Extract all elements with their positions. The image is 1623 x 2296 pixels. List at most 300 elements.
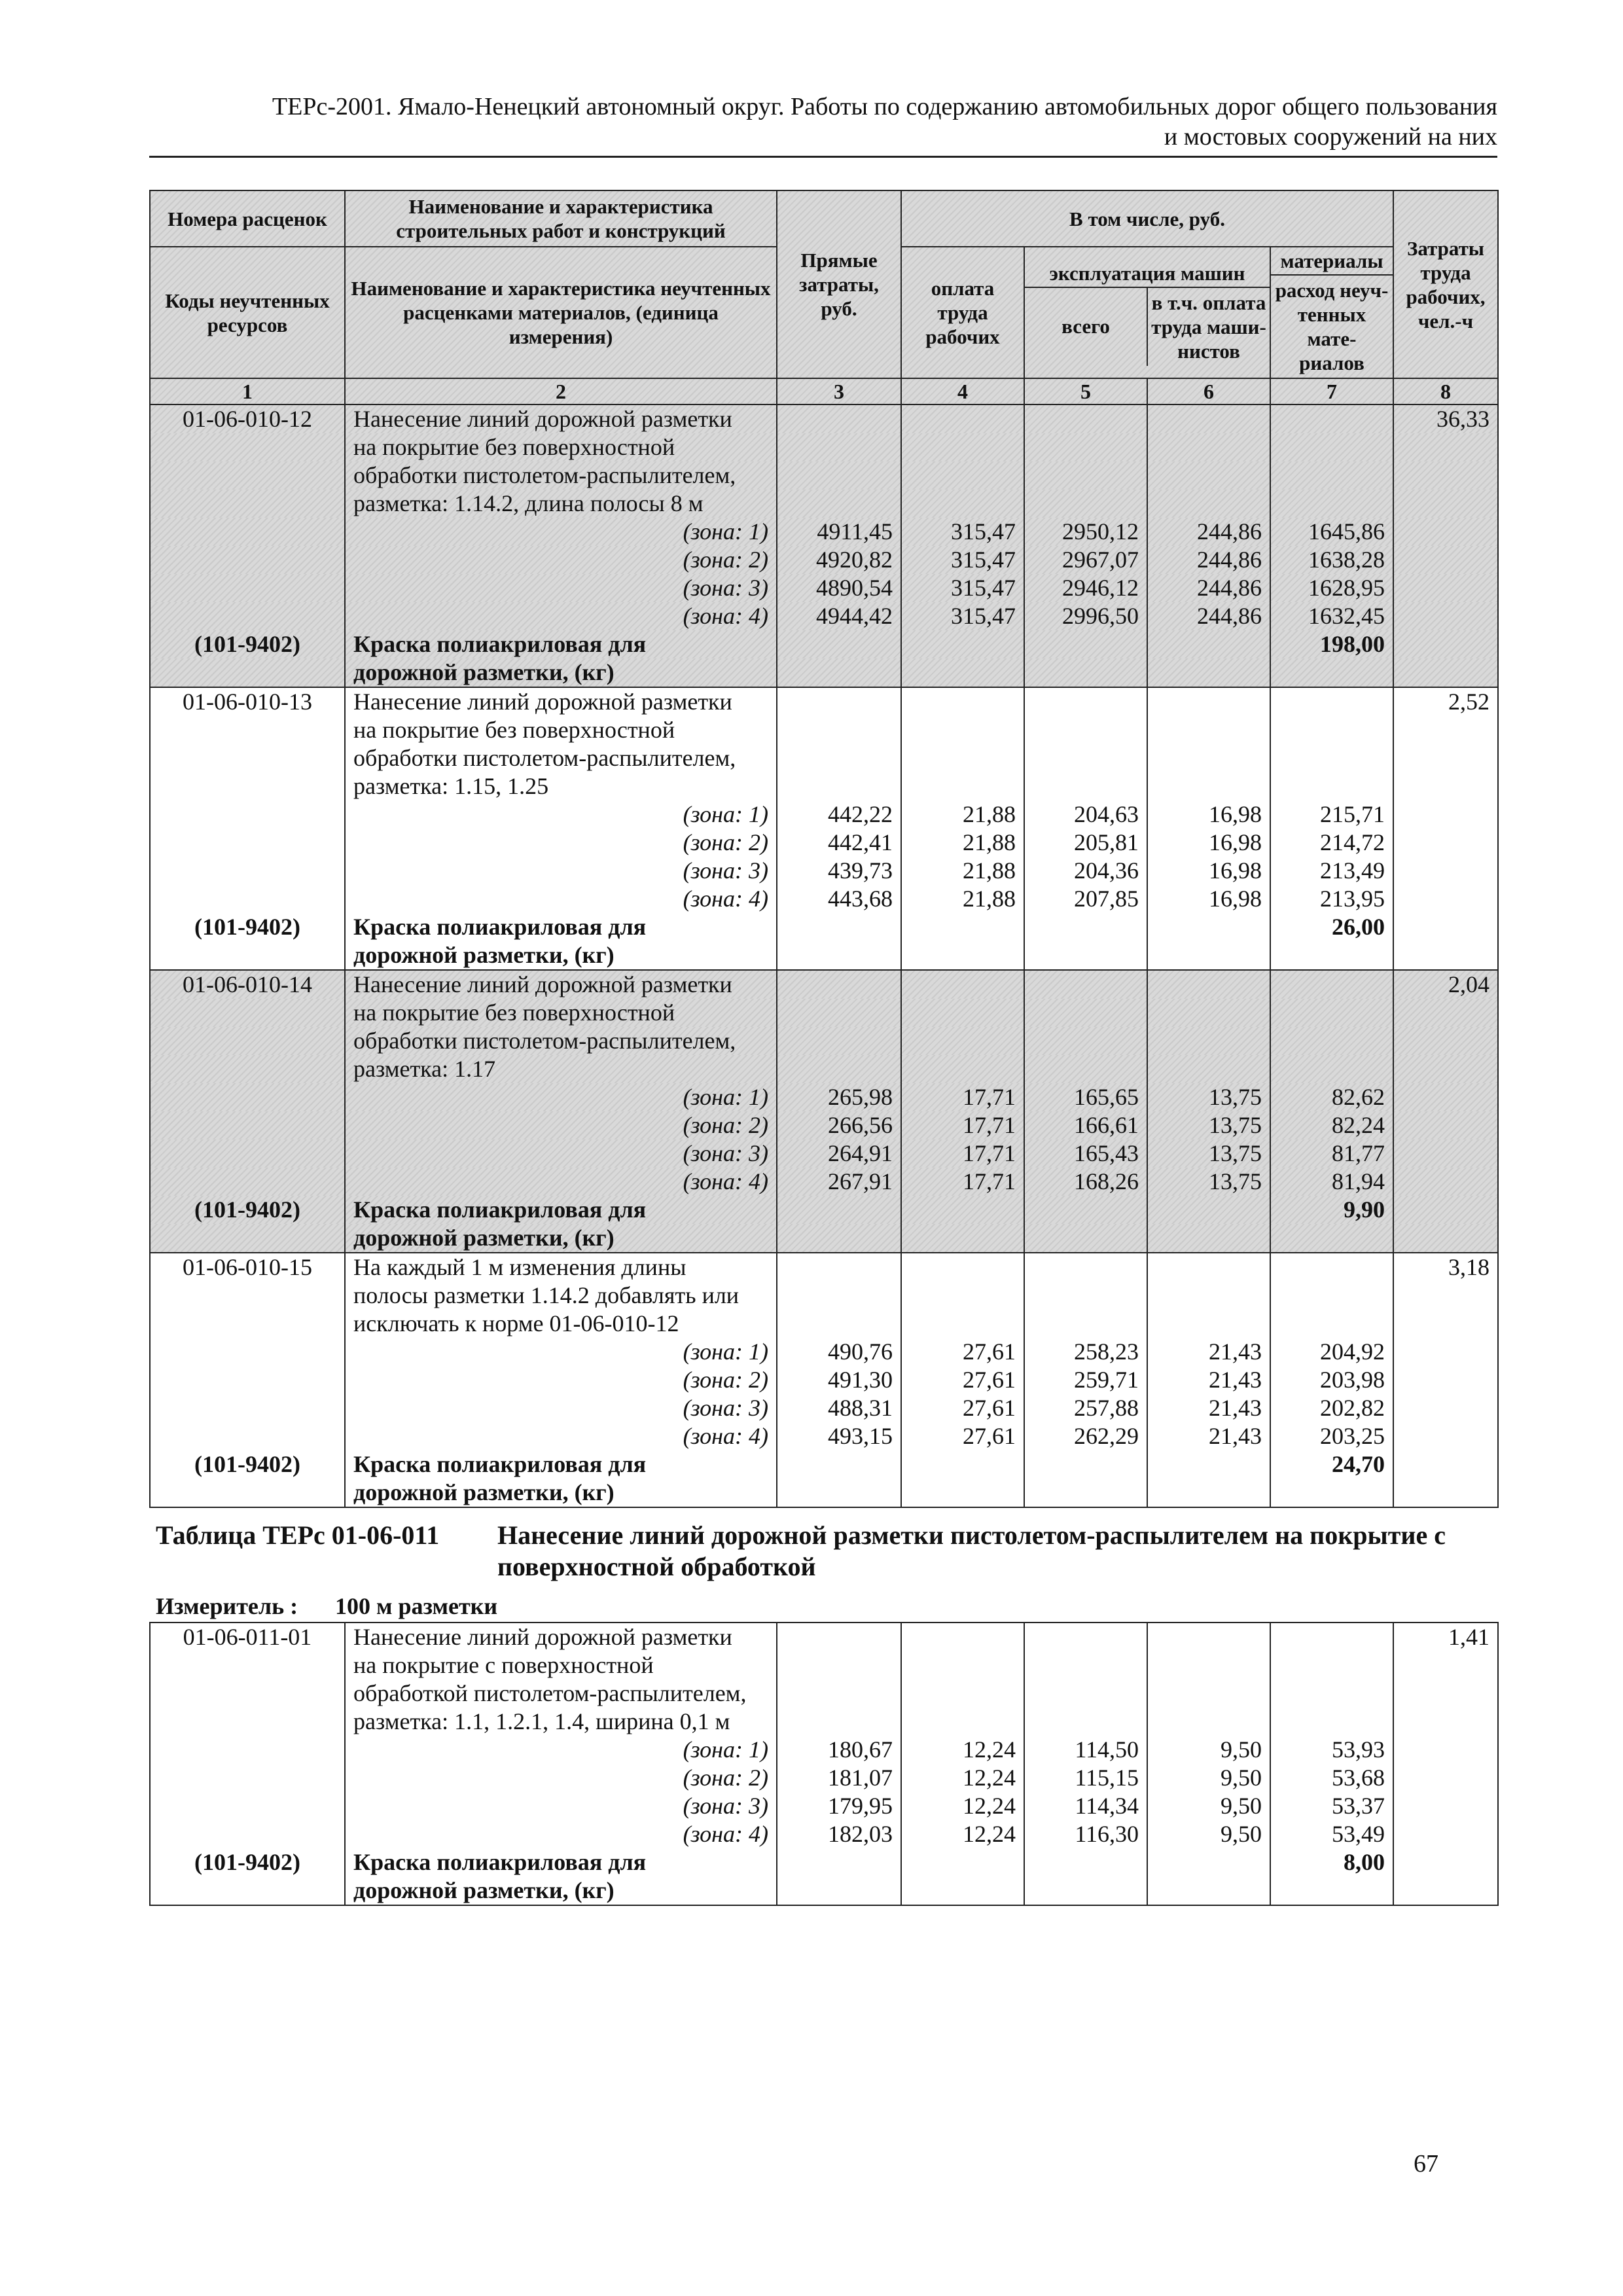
- table-cell: [901, 999, 1024, 1027]
- rate-description-line: обработкой пистолетом-распылителем,: [345, 1679, 777, 1708]
- header-line-1: ТЕРс-2001. Ямало-Ненецкий автономный округ. Работы по содержанию автомобильных дорог общего пользования: [272, 93, 1497, 120]
- table-row: [150, 1168, 1498, 1196]
- materials-cost: 82,62: [1270, 1083, 1393, 1111]
- table-cell: [777, 913, 901, 941]
- machinist-pay: 16,98: [1147, 800, 1270, 829]
- table-cell: [1270, 1651, 1393, 1679]
- table-row: [150, 1139, 1498, 1168]
- header-line-2: и мостовых сооружений на них: [1164, 123, 1497, 151]
- resource-name: Краска полиакриловая для: [345, 1196, 777, 1224]
- table-cell: [777, 1282, 901, 1310]
- materials-cost: 53,68: [1270, 1764, 1393, 1792]
- table-cell: [777, 490, 901, 518]
- zone-label: (зона: 2): [345, 829, 777, 857]
- direct-cost: 181,07: [777, 1764, 901, 1792]
- head-materials: [1270, 247, 1393, 378]
- table-row: [150, 1479, 1498, 1507]
- table-cell: [1147, 1196, 1270, 1224]
- table-cell: [1393, 1651, 1498, 1679]
- table-cell: [1024, 1055, 1147, 1083]
- table-cell: [150, 772, 345, 800]
- rate-description-line: обработки пистолетом-распылителем,: [345, 1027, 777, 1055]
- table-row: [150, 857, 1498, 885]
- direct-cost: 264,91: [777, 1139, 901, 1168]
- machines-total: 2950,12: [1024, 518, 1147, 546]
- resource-code: (101-9402): [150, 630, 345, 658]
- table-cell: [777, 433, 901, 461]
- rate-code: 01-06-010-13: [150, 687, 345, 716]
- resource-name: Краска полиакриловая для: [345, 1450, 777, 1479]
- resource-code: (101-9402): [150, 913, 345, 941]
- machines-total: 168,26: [1024, 1168, 1147, 1196]
- table-cell: [1393, 1422, 1498, 1450]
- worker-pay: 27,61: [901, 1338, 1024, 1366]
- machinist-pay: 21,43: [1147, 1422, 1270, 1450]
- machines-total: 165,43: [1024, 1139, 1147, 1168]
- worker-pay: 17,71: [901, 1139, 1024, 1168]
- rate-description-line: Нанесение линий дорожной разметки: [345, 687, 777, 716]
- zone-label: (зона: 4): [345, 1168, 777, 1196]
- table-cell: [1147, 970, 1270, 999]
- worker-pay: 17,71: [901, 1111, 1024, 1139]
- table-cell: [1393, 433, 1498, 461]
- zone-label: (зона: 2): [345, 1764, 777, 1792]
- table-cell: [150, 518, 345, 546]
- materials-cost: 1638,28: [1270, 546, 1393, 574]
- direct-cost: 4944,42: [777, 602, 901, 630]
- resource-code: (101-9402): [150, 1450, 345, 1479]
- table-cell: [1393, 716, 1498, 744]
- table-cell: [1024, 772, 1147, 800]
- materials-cost: 53,49: [1270, 1820, 1393, 1848]
- table-cell: [901, 490, 1024, 518]
- table-cell: [777, 1479, 901, 1507]
- machines-total: 2946,12: [1024, 574, 1147, 602]
- table-cell: [777, 1027, 901, 1055]
- table-cell: [1147, 1224, 1270, 1253]
- table-row: [150, 716, 1498, 744]
- rate-description-line: обработки пистолетом-распылителем,: [345, 461, 777, 490]
- page-number: 67: [1414, 2150, 1438, 2178]
- table-cell: [1147, 744, 1270, 772]
- measure-value: 100 м разметки: [335, 1593, 498, 1619]
- table-cell: [901, 941, 1024, 970]
- table-cell: [1147, 687, 1270, 716]
- table-cell: [901, 1253, 1024, 1282]
- table-cell: [1393, 1139, 1498, 1168]
- table-cell: [150, 546, 345, 574]
- table-cell: [901, 1055, 1024, 1083]
- zone-label: (зона: 1): [345, 1083, 777, 1111]
- zone-label: (зона: 3): [345, 1394, 777, 1422]
- table-row: [150, 433, 1498, 461]
- worker-pay: 17,71: [901, 1168, 1024, 1196]
- zone-label: (зона: 3): [345, 574, 777, 602]
- table-row: [150, 602, 1498, 630]
- table-row: [150, 404, 1498, 433]
- machinist-pay: 244,86: [1147, 518, 1270, 546]
- worker-pay: 21,88: [901, 885, 1024, 913]
- resource-name: Краска полиакриловая для: [345, 630, 777, 658]
- table-cell: [150, 999, 345, 1027]
- table-cell: [1393, 630, 1498, 658]
- direct-cost: 267,91: [777, 1168, 901, 1196]
- table-row: [150, 885, 1498, 913]
- table-cell: [1024, 658, 1147, 687]
- materials-cost: 213,49: [1270, 857, 1393, 885]
- table-cell: [1024, 1623, 1147, 1651]
- table-cell: [1147, 1310, 1270, 1338]
- table-cell: [1270, 772, 1393, 800]
- table-cell: [1270, 658, 1393, 687]
- direct-cost: 439,73: [777, 857, 901, 885]
- table-cell: [1393, 999, 1498, 1027]
- table-row: [150, 829, 1498, 857]
- worker-pay: 12,24: [901, 1792, 1024, 1820]
- rate-description-line: Нанесение линий дорожной разметки: [345, 970, 777, 999]
- table-cell: [1024, 1479, 1147, 1507]
- table-cell: [777, 716, 901, 744]
- materials-cost: 81,77: [1270, 1139, 1393, 1168]
- table-cell: [150, 1764, 345, 1792]
- table-cell: [1147, 1848, 1270, 1876]
- table-cell: [1393, 518, 1498, 546]
- resource-name: Краска полиакриловая для: [345, 913, 777, 941]
- table-cell: [1024, 970, 1147, 999]
- table-cell: [901, 1651, 1024, 1679]
- table-cell: [1024, 1224, 1147, 1253]
- table-cell: [1393, 913, 1498, 941]
- table-cell: [901, 716, 1024, 744]
- table-cell: [1147, 1679, 1270, 1708]
- table-row: [150, 970, 1498, 999]
- table-row: [150, 574, 1498, 602]
- head-machinist-pay: в т.ч. оплата труда маши- нистов: [1151, 291, 1266, 363]
- table-cell: [777, 630, 901, 658]
- table-cell: [150, 1310, 345, 1338]
- table-row: [150, 1708, 1498, 1736]
- table-row: [150, 630, 1498, 658]
- table-cell: [1270, 433, 1393, 461]
- table-row: [150, 1282, 1498, 1310]
- table-row: [150, 999, 1498, 1027]
- direct-cost: 4890,54: [777, 574, 901, 602]
- head-labor: Затраты труда рабочих, чел.-ч: [1393, 190, 1498, 378]
- materials-cost: 203,98: [1270, 1366, 1393, 1394]
- table-cell: [150, 1820, 345, 1848]
- table-cell: [1270, 404, 1393, 433]
- direct-cost: 266,56: [777, 1111, 901, 1139]
- table-cell: [1393, 461, 1498, 490]
- table-cell: [150, 941, 345, 970]
- rate-description-line: обработки пистолетом-распылителем,: [345, 744, 777, 772]
- worker-pay: 315,47: [901, 602, 1024, 630]
- direct-cost: 4911,45: [777, 518, 901, 546]
- zone-label: (зона: 2): [345, 1111, 777, 1139]
- materials-cost: 204,92: [1270, 1338, 1393, 1366]
- table-cell: [1393, 1450, 1498, 1479]
- zone-label: (зона: 2): [345, 546, 777, 574]
- table-cell: [1270, 1623, 1393, 1651]
- head-worker-pay: оплата труда рабочих: [901, 247, 1024, 378]
- table-cell: [1393, 546, 1498, 574]
- rates-table-body: [150, 404, 1498, 1507]
- table-cell: [1147, 490, 1270, 518]
- table-cell: [150, 658, 345, 687]
- machinist-pay: 13,75: [1147, 1139, 1270, 1168]
- table-row: [150, 800, 1498, 829]
- table-cell: [1270, 941, 1393, 970]
- table-cell: [901, 1623, 1024, 1651]
- table-cell: [1147, 772, 1270, 800]
- labor-value: 2,04: [1393, 970, 1498, 999]
- table-cell: [1147, 1876, 1270, 1905]
- rate-description-line: Нанесение линий дорожной разметки: [345, 1623, 777, 1651]
- machines-total: 259,71: [1024, 1366, 1147, 1394]
- column-number: 6: [1147, 378, 1270, 404]
- table-cell: [1147, 1282, 1270, 1310]
- table-cell: [777, 404, 901, 433]
- machinist-pay: 13,75: [1147, 1083, 1270, 1111]
- materials-cost: 53,37: [1270, 1792, 1393, 1820]
- table-cell: [1024, 1282, 1147, 1310]
- materials-cost: 81,94: [1270, 1168, 1393, 1196]
- table-row: [150, 518, 1498, 546]
- table-cell: [777, 772, 901, 800]
- resource-name: дорожной разметки, (кг): [345, 658, 777, 687]
- table-cell: [1147, 404, 1270, 433]
- table-cell: [150, 1679, 345, 1708]
- table-cell: [150, 1338, 345, 1366]
- table-cell: [901, 1282, 1024, 1310]
- head-machines: [1024, 247, 1270, 378]
- table-cell: [1270, 1479, 1393, 1507]
- table-cell: [1270, 1310, 1393, 1338]
- table-cell: [777, 1679, 901, 1708]
- zone-label: (зона: 1): [345, 1338, 777, 1366]
- column-number: 5: [1024, 378, 1147, 404]
- table-row: [150, 1422, 1498, 1450]
- table-cell: [901, 1679, 1024, 1708]
- table-cell: [901, 1027, 1024, 1055]
- table-cell: [1024, 490, 1147, 518]
- table-cell: [1393, 1111, 1498, 1139]
- zone-label: (зона: 3): [345, 1792, 777, 1820]
- table-cell: [1270, 1708, 1393, 1736]
- machinist-pay: 9,50: [1147, 1736, 1270, 1764]
- table-cell: [1147, 1055, 1270, 1083]
- direct-cost: 493,15: [777, 1422, 901, 1450]
- table-cell: [1024, 1708, 1147, 1736]
- rate-description-line: разметка: 1.17: [345, 1055, 777, 1083]
- table-cell: [150, 1394, 345, 1422]
- table-cell: [1147, 1479, 1270, 1507]
- table-cell: [1393, 1679, 1498, 1708]
- machinist-pay: 244,86: [1147, 546, 1270, 574]
- worker-pay: 12,24: [901, 1820, 1024, 1848]
- rate-description-line: на покрытие без поверхностной: [345, 716, 777, 744]
- table-cell: [1393, 1736, 1498, 1764]
- table-cell: [150, 433, 345, 461]
- worker-pay: 315,47: [901, 518, 1024, 546]
- machines-total: 204,36: [1024, 857, 1147, 885]
- machines-total: 166,61: [1024, 1111, 1147, 1139]
- machinist-pay: 9,50: [1147, 1764, 1270, 1792]
- table-cell: [1024, 744, 1147, 772]
- table-cell: [1393, 1820, 1498, 1848]
- table-cell: [901, 630, 1024, 658]
- head-machines-total: всего: [1025, 288, 1148, 366]
- table-cell: [777, 1450, 901, 1479]
- table-cell: [777, 687, 901, 716]
- head-rate-codes: Коды неучтенных ресурсов: [150, 247, 345, 378]
- table-cell: [1270, 970, 1393, 999]
- direct-cost: 442,22: [777, 800, 901, 829]
- rate-description-line: на покрытие без поверхностной: [345, 433, 777, 461]
- table-cell: [1147, 999, 1270, 1027]
- table-cell: [1393, 772, 1498, 800]
- table-row: [150, 744, 1498, 772]
- rate-description-line: разметка: 1.14.2, длина полосы 8 м: [345, 490, 777, 518]
- materials-cost: 1632,45: [1270, 602, 1393, 630]
- direct-cost: 265,98: [777, 1083, 901, 1111]
- resource-code: (101-9402): [150, 1196, 345, 1224]
- table-cell: [777, 1224, 901, 1253]
- table-cell: [1393, 885, 1498, 913]
- table-cell: [1024, 1651, 1147, 1679]
- table-row: [150, 658, 1498, 687]
- zone-label: (зона: 4): [345, 1820, 777, 1848]
- table-row: [150, 1111, 1498, 1139]
- rate-description-line: Нанесение линий дорожной разметки: [345, 404, 777, 433]
- table-cell: [777, 1708, 901, 1736]
- table-cell: [901, 1224, 1024, 1253]
- machines-total: 204,63: [1024, 800, 1147, 829]
- machinist-pay: 244,86: [1147, 574, 1270, 602]
- rate-description-line: исключать к норме 01-06-010-12: [345, 1310, 777, 1338]
- table-row: [150, 461, 1498, 490]
- table-cell: [1393, 602, 1498, 630]
- table-cell: [1024, 913, 1147, 941]
- table-row: [150, 1055, 1498, 1083]
- table-cell: [150, 1282, 345, 1310]
- table-cell: [1024, 687, 1147, 716]
- table-cell: [777, 1310, 901, 1338]
- table-cell: [1024, 941, 1147, 970]
- worker-pay: 315,47: [901, 546, 1024, 574]
- materials-cost: 53,93: [1270, 1736, 1393, 1764]
- table-cell: [901, 461, 1024, 490]
- machinist-pay: 13,75: [1147, 1111, 1270, 1139]
- table-row: [150, 1623, 1498, 1651]
- table-cell: [150, 1168, 345, 1196]
- table-cell: [150, 1422, 345, 1450]
- rate-description-line: на покрытие без поверхностной: [345, 999, 777, 1027]
- rate-code: 01-06-010-14: [150, 970, 345, 999]
- table-row: [150, 1083, 1498, 1111]
- head-materials-spend: расход неуч- тенных мате- риалов: [1275, 279, 1389, 374]
- column-number: 2: [345, 378, 777, 404]
- table-cell: [1024, 1310, 1147, 1338]
- direct-cost: 182,03: [777, 1820, 901, 1848]
- head-work-name: Наименование и характеристика строительных работ и конструкций: [345, 190, 777, 247]
- labor-value: 36,33: [1393, 404, 1498, 433]
- machinist-pay: 244,86: [1147, 602, 1270, 630]
- table-cell: [1024, 1450, 1147, 1479]
- table-row: [150, 1366, 1498, 1394]
- direct-cost: 4920,82: [777, 546, 901, 574]
- table-row: [150, 1450, 1498, 1479]
- resource-amount: 198,00: [1270, 630, 1393, 658]
- table-row: [150, 1027, 1498, 1055]
- table-cell: [150, 461, 345, 490]
- labor-value: 3,18: [1393, 1253, 1498, 1282]
- machinist-pay: 13,75: [1147, 1168, 1270, 1196]
- table-cell: [150, 1792, 345, 1820]
- worker-pay: 21,88: [901, 829, 1024, 857]
- table-cell: [1147, 913, 1270, 941]
- machines-total: 115,15: [1024, 1764, 1147, 1792]
- table-cell: [777, 941, 901, 970]
- table-cell: [1147, 1450, 1270, 1479]
- rate-code: 01-06-010-12: [150, 404, 345, 433]
- table-cell: [150, 1479, 345, 1507]
- table-cell: [150, 716, 345, 744]
- table-cell: [150, 1366, 345, 1394]
- table-cell: [1147, 461, 1270, 490]
- table-cell: [901, 970, 1024, 999]
- table-cell: [777, 1055, 901, 1083]
- table-cell: [1024, 1196, 1147, 1224]
- table-caption-label: Таблица ТЕРс 01-06-011: [156, 1520, 440, 1550]
- worker-pay: 27,61: [901, 1422, 1024, 1450]
- table-cell: [1393, 1338, 1498, 1366]
- table-cell: [1270, 1253, 1393, 1282]
- worker-pay: 21,88: [901, 857, 1024, 885]
- table-cell: [1270, 1055, 1393, 1083]
- worker-pay: 27,61: [901, 1394, 1024, 1422]
- table-cell: [1147, 1623, 1270, 1651]
- table-cell: [1393, 1764, 1498, 1792]
- resource-name: дорожной разметки, (кг): [345, 1479, 777, 1507]
- table-cell: [1147, 433, 1270, 461]
- machinist-pay: 9,50: [1147, 1820, 1270, 1848]
- table-cell: [1270, 999, 1393, 1027]
- table-row: [150, 1848, 1498, 1876]
- table-row: [150, 1820, 1498, 1848]
- table-row: [150, 1736, 1498, 1764]
- table-row: [150, 1679, 1498, 1708]
- table-cell: [1393, 1196, 1498, 1224]
- table-cell: [901, 772, 1024, 800]
- table-cell: [150, 1651, 345, 1679]
- table-cell: [1393, 1027, 1498, 1055]
- table-row: [150, 490, 1498, 518]
- table-cell: [1147, 630, 1270, 658]
- machinist-pay: 16,98: [1147, 857, 1270, 885]
- table-row: [150, 1310, 1498, 1338]
- head-materials-label: материалы: [1271, 247, 1393, 276]
- table-row: [150, 687, 1498, 716]
- table-cell: [1393, 1479, 1498, 1507]
- table-cell: [1147, 1651, 1270, 1679]
- head-machines-label: эксплуатация машин: [1025, 260, 1270, 288]
- table-cell: [1024, 1848, 1147, 1876]
- machines-total: 114,50: [1024, 1736, 1147, 1764]
- column-number: 8: [1393, 378, 1498, 404]
- table-cell: [1393, 1394, 1498, 1422]
- table-cell: [1270, 1027, 1393, 1055]
